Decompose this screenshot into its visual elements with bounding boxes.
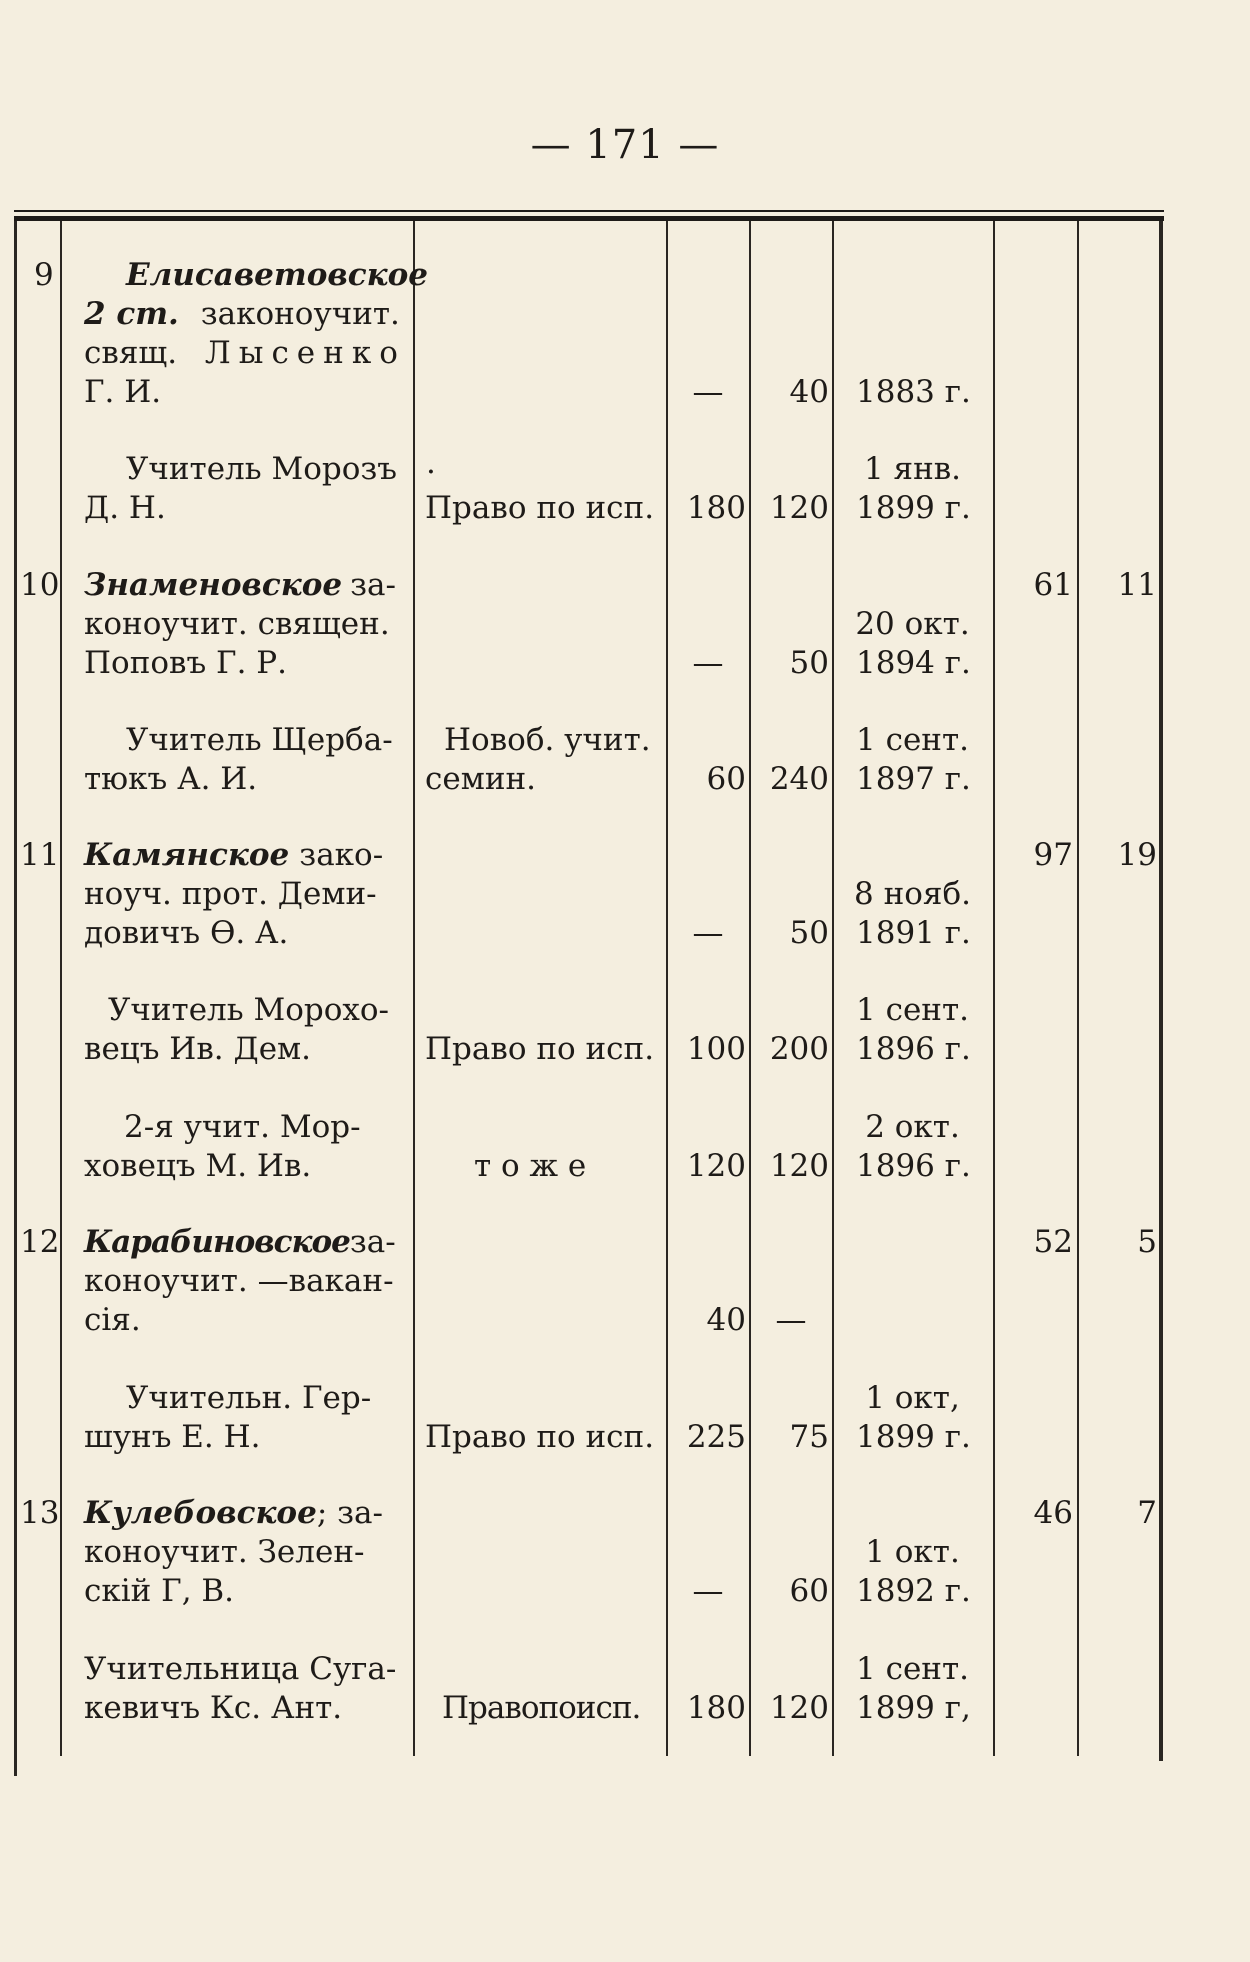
service-date: 1 сент.	[856, 722, 969, 758]
salary-2: —	[775, 1302, 807, 1338]
text-line	[84, 295, 400, 334]
person-surname: Лысенко	[204, 335, 406, 371]
teacher-name: Учитель Щерба-	[126, 722, 393, 758]
qualification-same: т о ж е	[474, 1148, 587, 1184]
service-date: 1 сент.	[856, 992, 969, 1028]
column-line-2	[413, 221, 415, 1756]
person-initials: Г. И.	[84, 374, 162, 410]
salary-2: 60	[789, 1573, 829, 1609]
teacher-initials: кевичъ Кс. Ант.	[84, 1690, 343, 1726]
salary-2: 120	[769, 490, 829, 526]
village-name: Карабиновское	[84, 1224, 350, 1260]
text-line	[84, 1223, 396, 1262]
text-fragment: зако-	[299, 837, 384, 873]
column-line-right-border	[1159, 221, 1163, 1761]
service-date: 8 нояб.	[854, 876, 971, 912]
salary-1: 60	[706, 761, 746, 797]
stat-1: 52	[1033, 1224, 1073, 1260]
stray-mark: .	[426, 445, 436, 481]
salary-2: 240	[769, 761, 829, 797]
row-number: 11	[20, 837, 60, 873]
header-rule-thin	[14, 210, 1164, 212]
page-number: — 171 —	[530, 122, 720, 168]
service-year: 1891 г.	[856, 915, 971, 951]
salary-2: 75	[789, 1419, 829, 1455]
service-date: 1 окт,	[865, 1380, 960, 1416]
text-fragment: ; за-	[316, 1495, 384, 1531]
stat-2: 19	[1117, 837, 1157, 873]
service-date: 1 окт.	[865, 1534, 960, 1570]
salary-2: 50	[789, 645, 829, 681]
header-rule-thick	[14, 216, 1164, 221]
text-line: довичъ Ѳ. А.	[84, 915, 289, 951]
qualification: Право по исп.	[425, 490, 655, 526]
school-grade: 2 ст.	[84, 296, 179, 332]
row-number: 9	[34, 257, 54, 293]
stat-1: 97	[1033, 837, 1073, 873]
salary-1: 100	[686, 1031, 746, 1067]
stat-1: 46	[1033, 1495, 1073, 1531]
service-year: 1896 г.	[856, 1148, 971, 1184]
column-line-3	[666, 221, 668, 1756]
salary-2: 50	[789, 915, 829, 951]
text-line: сія.	[84, 1302, 141, 1338]
qualification: Правопоисп.	[442, 1690, 641, 1726]
salary-2: 40	[789, 374, 829, 410]
teacher-initials: шунъ Е. Н.	[84, 1419, 261, 1455]
service-year: 1897 г.	[856, 761, 971, 797]
village-name: Кулебовское	[84, 1495, 317, 1531]
text-fragment: за-	[350, 567, 397, 603]
service-year: 1892 г.	[856, 1573, 971, 1609]
salary-1: 225	[686, 1419, 746, 1455]
service-year: 1899 г.	[856, 1419, 971, 1455]
text-line	[84, 836, 383, 875]
service-date: 1 сент.	[856, 1651, 969, 1687]
salary-2: 120	[769, 1148, 829, 1184]
teacher-name: Учитель Морохо-	[108, 992, 390, 1028]
teacher-name: Учительница Суга-	[84, 1651, 397, 1687]
text-line: коноучит. священ.	[84, 606, 390, 642]
salary-1: 180	[686, 490, 746, 526]
salary-1: —	[692, 374, 724, 410]
salary-1: —	[692, 1573, 724, 1609]
village-name: Камянское	[84, 837, 290, 873]
teacher-name: 2-я учит. Мор-	[124, 1109, 361, 1145]
salary-2: 200	[769, 1031, 829, 1067]
village-name: Елисаветовское	[126, 257, 428, 293]
text-line: Поповъ Г. Р.	[84, 645, 287, 681]
text-line	[84, 566, 397, 605]
salary-1: 180	[686, 1690, 746, 1726]
row-number: 12	[20, 1224, 60, 1260]
qualification: Новоб. учит.	[444, 722, 651, 758]
teacher-initials: тюкъ А. И.	[84, 761, 258, 797]
service-year: 1899 г,	[856, 1690, 971, 1726]
position-title: законоучит.	[200, 296, 400, 332]
text-line: коноучит. Зелен-	[84, 1534, 365, 1570]
teacher-name: Учитель Морозъ	[126, 451, 398, 487]
service-date: 1 янв.	[863, 451, 962, 487]
service-year: 1899 г.	[856, 490, 971, 526]
column-line-4	[749, 221, 751, 1756]
service-year: 1883 г.	[856, 374, 971, 410]
text-line: ноуч. прот. Деми-	[84, 876, 377, 912]
stat-2: 5	[1137, 1224, 1157, 1260]
column-line-left-border	[14, 221, 17, 1776]
service-date: 20 окт.	[855, 606, 970, 642]
stat-2: 7	[1137, 1495, 1157, 1531]
qualification: Право по исп.	[425, 1419, 655, 1455]
village-name: Знаменовское	[84, 567, 343, 603]
salary-1: —	[692, 915, 724, 951]
column-line-1	[60, 221, 62, 1756]
service-year: 1894 г.	[856, 645, 971, 681]
text-line	[84, 334, 406, 373]
salary-2: 120	[769, 1690, 829, 1726]
row-number: 13	[20, 1495, 60, 1531]
text-fragment: за-	[349, 1224, 396, 1260]
stat-2: 11	[1117, 567, 1157, 603]
salary-1: 120	[686, 1148, 746, 1184]
service-year: 1896 г.	[856, 1031, 971, 1067]
clergy-title: свящ.	[84, 335, 178, 371]
row-number: 10	[20, 567, 60, 603]
text-line: коноучит. —вакан-	[84, 1263, 394, 1299]
teacher-initials: вецъ Ив. Дем.	[84, 1031, 312, 1067]
text-line: скій Г, В.	[84, 1573, 235, 1609]
teacher-initials: ховецъ М. Ив.	[84, 1148, 312, 1184]
salary-1: 40	[706, 1302, 746, 1338]
stat-1: 61	[1033, 567, 1073, 603]
salary-1: —	[692, 645, 724, 681]
qualification: семин.	[425, 761, 536, 797]
teacher-name: Учительн. Гер-	[126, 1380, 372, 1416]
text-line	[84, 1494, 383, 1533]
teacher-initials: Д. Н.	[84, 490, 166, 526]
service-date: 2 окт.	[865, 1109, 960, 1145]
qualification: Право по исп.	[425, 1031, 655, 1067]
